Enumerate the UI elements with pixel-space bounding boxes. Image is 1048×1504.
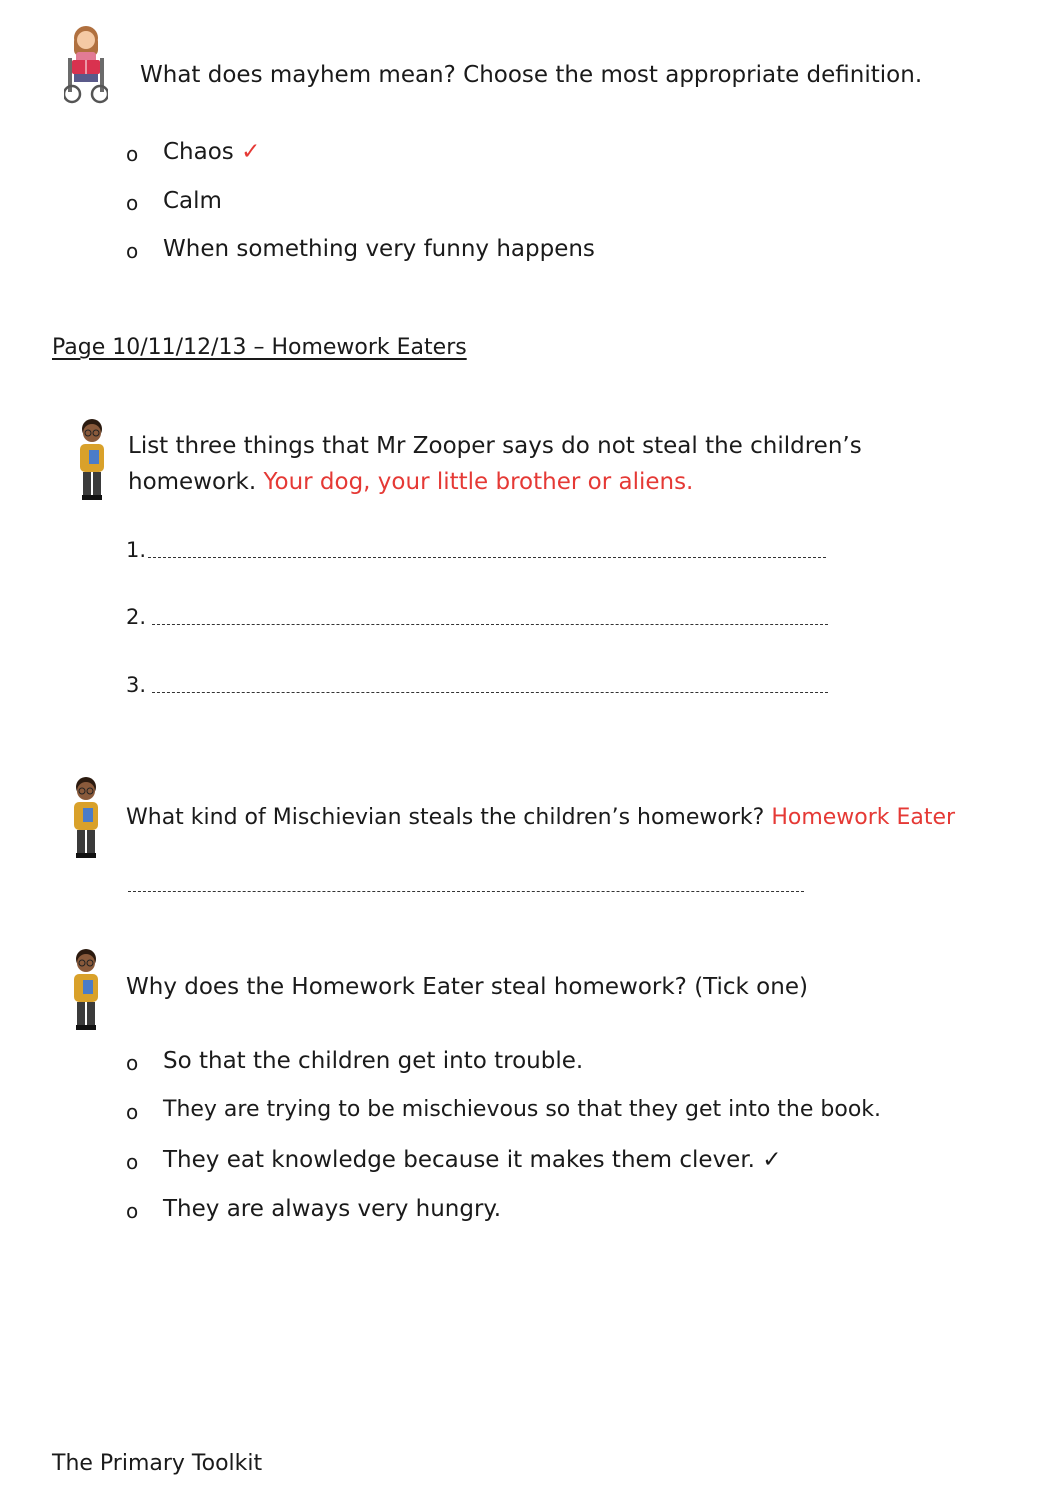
q3-question-line (126, 803, 955, 833)
answer-line-number: 3. (126, 673, 147, 697)
q1-option-marker[interactable]: o (126, 239, 139, 263)
q2-question-line1: List three things that Mr Zooper says do not steal the children’s (128, 433, 862, 459)
q4-option-mischievous: They are trying to be mischievous so that they get into the book. (163, 1097, 882, 1122)
answer-line-number: 2. (126, 605, 147, 629)
answer-line-2[interactable] (152, 624, 828, 625)
footer-brand: The Primary Toolkit (52, 1451, 263, 1476)
q4-option-trouble: So that the children get into trouble. (163, 1048, 584, 1074)
q4-option-marker[interactable]: o (126, 1150, 139, 1174)
q4-option-hungry: They are always very hungry. (163, 1196, 502, 1222)
q3-answer-line[interactable] (128, 891, 804, 892)
q3-question: What kind of Mischievian steals the children’s homework? (126, 805, 765, 830)
q1-option-funny: When something very funny happens (163, 236, 595, 262)
q4-option-marker[interactable]: o (126, 1051, 139, 1075)
boy-with-book-icon (68, 948, 104, 1032)
girl-reading-wheelchair-icon (64, 24, 108, 104)
q4-option-marker[interactable]: o (126, 1100, 139, 1124)
answer-line-1[interactable] (148, 557, 826, 558)
q4-option-knowledge: They eat knowledge because it makes them clever. ✓ (163, 1147, 782, 1173)
q1-option-calm: Calm (163, 188, 222, 214)
q1-question: What does mayhem mean? Choose the most appropriate definition. (140, 62, 923, 88)
q2-question-end: homework. (128, 469, 257, 495)
q1-option-marker[interactable]: o (126, 191, 139, 215)
q2-question-line2 (128, 467, 693, 497)
q4-option-marker[interactable]: o (126, 1199, 139, 1223)
q4-question: Why does the Homework Eater steal homework? (Tick one) (126, 974, 808, 1000)
q1-option-chaos (163, 137, 260, 167)
answer-line-number: 1. (126, 538, 147, 562)
q1-option-label: Chaos (163, 139, 234, 165)
boy-with-book-icon (74, 418, 110, 502)
q2-answer: Your dog, your little brother or aliens. (263, 469, 694, 495)
boy-with-book-icon (68, 776, 104, 860)
q3-answer: Homework Eater (771, 805, 956, 830)
tick-mark: ✓ (241, 139, 261, 165)
q1-option-marker[interactable]: o (126, 142, 139, 166)
answer-line-3[interactable] (152, 692, 828, 693)
section-heading: Page 10/11/12/13 – Homework Eaters (52, 335, 467, 360)
